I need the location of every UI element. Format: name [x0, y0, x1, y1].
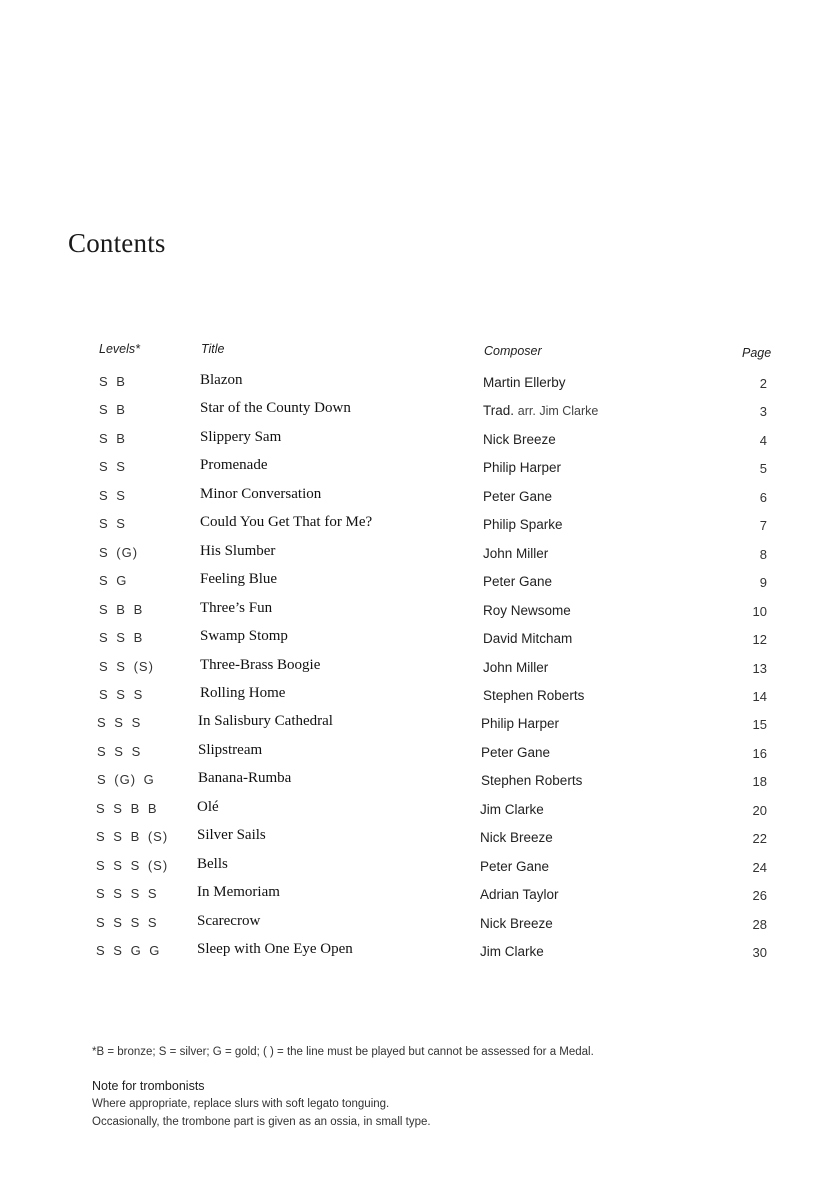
row-levels: S S (S) — [99, 659, 154, 674]
row-page: 20 — [752, 803, 767, 818]
composer-header: Composer — [484, 344, 542, 358]
composer-name: Philip Sparke — [483, 517, 563, 532]
row-composer — [480, 887, 559, 902]
composer-name: Nick Breeze — [480, 916, 553, 931]
row-composer — [480, 944, 544, 959]
row-page: 7 — [759, 518, 767, 533]
title-header: Title — [201, 342, 225, 356]
table-row — [0, 431, 834, 455]
table-row — [0, 772, 834, 796]
row-levels: S S S S — [96, 886, 158, 901]
row-page: 14 — [752, 689, 767, 704]
composer-name: Martin Ellerby — [483, 375, 566, 390]
row-composer — [483, 631, 572, 646]
row-composer — [483, 432, 556, 447]
row-levels: S B — [99, 402, 126, 417]
row-page: 6 — [759, 490, 767, 505]
composer-name: Peter Gane — [481, 745, 551, 760]
row-composer — [483, 489, 552, 504]
note-heading: Note for trombonists — [92, 1079, 205, 1093]
table-row — [0, 801, 834, 825]
row-composer — [483, 574, 552, 589]
composer-name: Peter Gane — [480, 859, 550, 874]
row-page: 13 — [752, 661, 767, 676]
table-row — [0, 943, 834, 967]
row-composer — [483, 375, 566, 390]
row-title: Slipstream — [198, 742, 263, 758]
table-row — [0, 630, 834, 654]
table-row — [0, 459, 834, 483]
levels-footnote: *B = bronze; S = silver; G = gold; ( ) = the line must be played but cannot be assessed for a Medal. — [92, 1046, 594, 1058]
row-levels: S S G G — [96, 943, 161, 958]
table-row — [0, 602, 834, 626]
row-title: Feeling Blue — [200, 571, 278, 587]
row-composer — [483, 403, 598, 418]
table-row — [0, 715, 834, 739]
row-title: Star of the County Down — [200, 400, 351, 416]
row-levels: S S B — [99, 630, 144, 645]
table-row — [0, 829, 834, 853]
composer-name: Roy Newsome — [483, 603, 571, 618]
row-composer — [480, 802, 544, 817]
row-title: Scarecrow — [197, 913, 261, 929]
row-title: Three-Brass Boogie — [200, 657, 321, 673]
composer-name: Philip Harper — [481, 716, 560, 731]
composer-name: Jim Clarke — [480, 944, 544, 959]
row-page: 9 — [759, 575, 767, 590]
row-composer — [480, 859, 549, 874]
row-page: 28 — [752, 917, 767, 932]
table-row — [0, 687, 834, 711]
row-levels: S G — [99, 573, 128, 588]
row-page: 18 — [752, 774, 767, 789]
row-title: Promenade — [200, 457, 268, 473]
table-row — [0, 545, 834, 569]
row-title: Silver Sails — [197, 827, 266, 843]
table-row — [0, 402, 834, 426]
row-levels: S S — [99, 488, 126, 503]
table-row — [0, 886, 834, 910]
row-page: 3 — [759, 404, 767, 419]
row-page: 12 — [752, 632, 767, 647]
row-levels: S S — [99, 459, 126, 474]
row-page: 24 — [752, 860, 767, 875]
row-title: Blazon — [200, 372, 243, 388]
row-composer — [483, 460, 561, 475]
row-page: 16 — [752, 746, 767, 761]
composer-name: John Miller — [483, 660, 549, 675]
composer-name: Stephen Roberts — [481, 773, 583, 788]
row-title: Olé — [197, 799, 219, 815]
composer-name: Philip Harper — [483, 460, 562, 475]
composer-name: Peter Gane — [483, 574, 553, 589]
composer-name: John Miller — [483, 546, 549, 561]
composer-name: Adrian Taylor — [480, 887, 559, 902]
note-line: Where appropriate, replace slurs with soft legato tonguing. — [92, 1098, 390, 1110]
composer-name: David Mitcham — [483, 631, 573, 646]
row-composer — [483, 688, 584, 703]
row-title: Bells — [197, 856, 228, 872]
row-page: 5 — [759, 461, 767, 476]
row-composer — [480, 916, 553, 931]
composer-name: Stephen Roberts — [483, 688, 585, 703]
row-composer — [483, 546, 548, 561]
composer-name: Trad. — [483, 403, 515, 418]
table-row — [0, 915, 834, 939]
row-composer — [483, 517, 563, 532]
row-composer — [481, 745, 550, 760]
page-header: Page — [742, 346, 772, 360]
arranger-name: arr. Jim Clarke — [517, 404, 599, 418]
table-row — [0, 374, 834, 398]
table-row — [0, 516, 834, 540]
row-page: 8 — [759, 547, 767, 562]
row-title: Rolling Home — [200, 685, 286, 701]
page-title: Contents — [68, 228, 166, 258]
row-composer — [483, 603, 571, 618]
row-title: Three’s Fun — [200, 600, 273, 616]
table-row — [0, 858, 834, 882]
composer-name: Peter Gane — [483, 489, 553, 504]
row-levels: S S S S — [96, 915, 158, 930]
row-page: 15 — [752, 717, 767, 732]
row-title: Slippery Sam — [200, 429, 282, 445]
row-title: Swamp Stomp — [200, 628, 288, 644]
table-row — [0, 573, 834, 597]
row-levels: S S — [99, 516, 126, 531]
row-title: Minor Conversation — [200, 486, 322, 502]
row-composer — [480, 830, 553, 845]
row-levels: S S S — [97, 744, 142, 759]
row-title: In Salisbury Cathedral — [198, 713, 333, 729]
composer-name: Jim Clarke — [480, 802, 544, 817]
composer-name: Nick Breeze — [480, 830, 553, 845]
row-levels: S S S — [97, 715, 142, 730]
row-page: 30 — [752, 945, 767, 960]
row-page: 10 — [752, 604, 767, 619]
row-levels: S S B B — [96, 801, 158, 816]
row-levels: S S B (S) — [96, 829, 169, 844]
row-page: 4 — [759, 433, 767, 448]
table-row — [0, 659, 834, 683]
row-composer — [481, 716, 559, 731]
row-levels: S (G) G — [97, 772, 155, 787]
row-levels: S B — [99, 374, 126, 389]
row-title: Sleep with One Eye Open — [197, 941, 353, 957]
composer-name: Nick Breeze — [483, 432, 556, 447]
levels-header: Levels* — [99, 342, 140, 356]
note-line: Occasionally, the trombone part is given as an ossia, in small type. — [92, 1116, 431, 1128]
table-row — [0, 744, 834, 768]
row-levels: S (G) — [99, 545, 139, 560]
row-levels: S S S — [99, 687, 144, 702]
row-levels: S B — [99, 431, 126, 446]
row-levels: S B B — [99, 602, 144, 617]
row-composer — [481, 773, 582, 788]
row-page: 26 — [752, 888, 767, 903]
row-title: His Slumber — [200, 543, 276, 559]
row-title: In Memoriam — [197, 884, 280, 900]
row-page: 22 — [752, 831, 767, 846]
row-title: Could You Get That for Me? — [200, 514, 373, 530]
row-page: 2 — [759, 376, 767, 391]
row-composer — [483, 660, 548, 675]
table-row — [0, 488, 834, 512]
row-levels: S S S (S) — [96, 858, 169, 873]
row-title: Banana-Rumba — [198, 770, 292, 786]
